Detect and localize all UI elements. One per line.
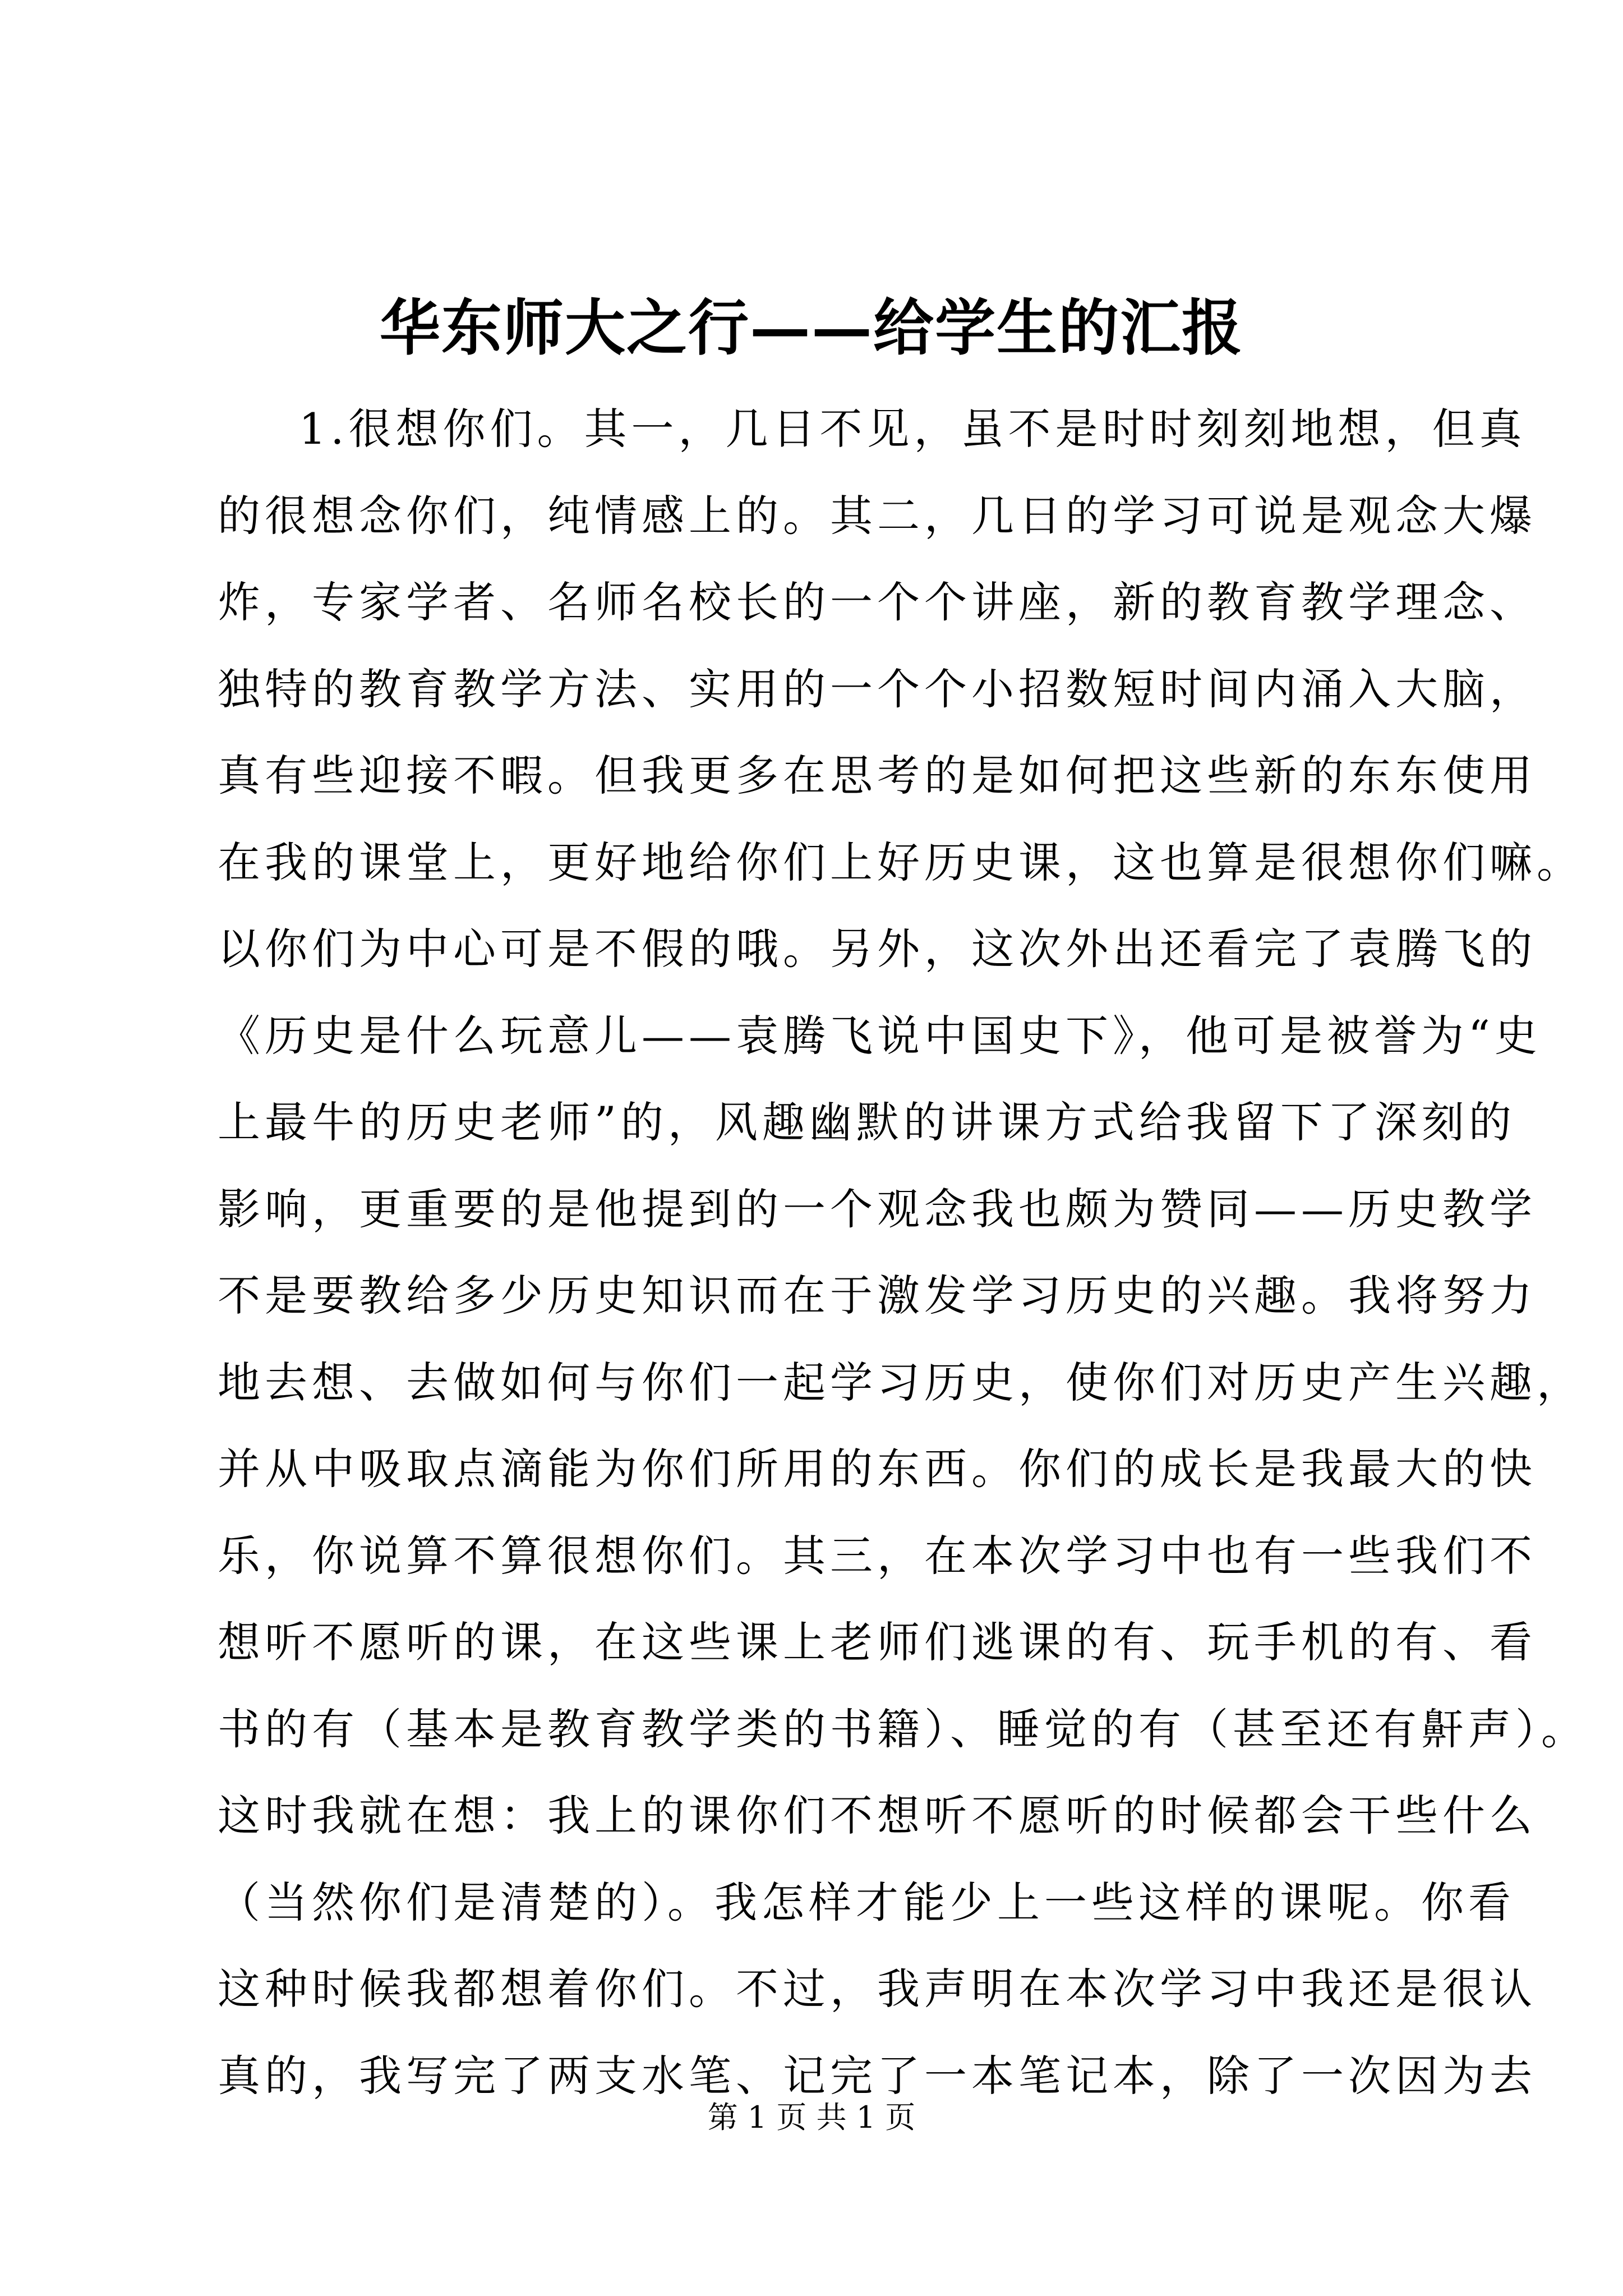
- body-line: 真的，我写完了两支水笔、记完了一本笔记本，除了一次因为去: [218, 2050, 1537, 2101]
- body-line: 的很想念你们，纯情感上的。其二，几日的学习可说是观念大爆: [218, 490, 1537, 541]
- body-line: 想听不愿听的课，在这些课上老师们逃课的有、玩手机的有、看: [218, 1617, 1537, 1667]
- body-line: 影响，更重要的是他提到的一个观念我也颇为赞同——历史教学: [218, 1184, 1537, 1234]
- body-line: 在我的课堂上，更好地给你们上好历史课，这也算是很想你们嘛。: [218, 837, 1584, 887]
- document-title: 华东师大之行——给学生的汇报: [379, 293, 1243, 364]
- body-line: 这时我就在想：我上的课你们不想听不愿听的时候都会干些什么: [218, 1791, 1537, 1841]
- document-body: [218, 386, 1588, 2119]
- body-line: 1.很想你们。其一，几日不见，虽不是时时刻刻地想，但真: [299, 404, 1527, 454]
- body-line: 并从中吸取点滴能为你们所用的东西。你们的成长是我最大的快: [218, 1444, 1537, 1494]
- body-line: 独特的教育教学方法、实用的一个个小招数短时间内涌入大脑，: [218, 664, 1537, 714]
- body-line: 上最牛的历史老师”的，风趣幽默的讲课方式给我留下了深刻的: [218, 1097, 1516, 1147]
- body-line: 乐，你说算不算很想你们。其三，在本次学习中也有一些我们不: [218, 1530, 1537, 1581]
- body-line: 真有些迎接不暇。但我更多在思考的是如何把这些新的东东使用: [218, 751, 1537, 800]
- body-line: 书的有（基本是教育教学类的书籍）、睡觉的有（甚至还有鼾声）。: [218, 1704, 1588, 1754]
- body-line: 这种时候我都想着你们。不过，我声明在本次学习中我还是很认: [218, 1964, 1537, 2014]
- body-line: 不是要教给多少历史知识而在于激发学习历史的兴趣。我将努力: [218, 1271, 1537, 1320]
- body-line: 《历史是什么玩意儿——袁腾飞说中国史下》，他可是被誉为“史: [218, 1010, 1542, 1061]
- body-line: 地去想、去做如何与你们一起学习历史，使你们对历史产生兴趣，: [218, 1357, 1584, 1407]
- body-line: 炸，专家学者、名师名校长的一个个讲座，新的教育教学理念、: [218, 577, 1537, 627]
- body-line: （当然你们是清楚的）。我怎样才能少上一些这样的课呢。你看: [218, 1877, 1515, 1927]
- body-line: 以你们为中心可是不假的哦。另外，这次外出还看完了袁腾飞的: [218, 924, 1537, 974]
- page-footer: 第 1 页 共 1 页: [707, 2100, 916, 2135]
